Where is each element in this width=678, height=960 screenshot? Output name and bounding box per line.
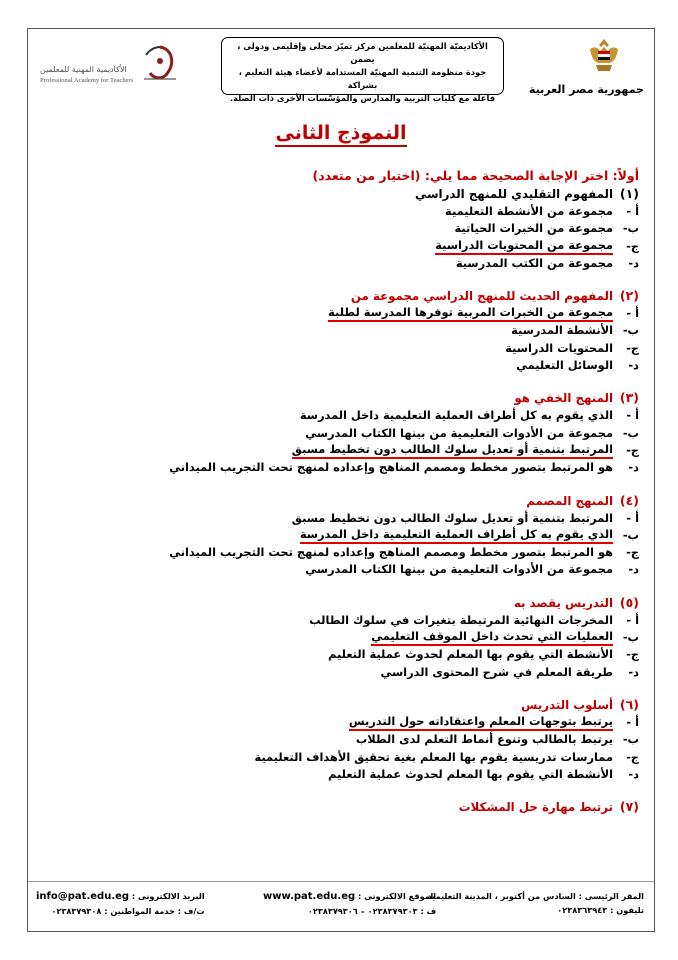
question-number: (١) — [619, 186, 639, 201]
question-text: المنهج الخفي هو — [514, 391, 613, 406]
option — [119, 731, 639, 748]
option — [119, 220, 639, 237]
questions-section — [119, 166, 639, 816]
option-letter: ب- — [622, 732, 639, 747]
academy-name-en: Professional Academy for Teachers — [40, 77, 134, 84]
option — [119, 510, 639, 527]
republic-label: جمهورية مصر العربية — [529, 83, 644, 96]
question-7 — [119, 798, 639, 816]
question-number: (٥) — [619, 594, 639, 610]
option-letter: ج- — [626, 238, 639, 253]
option-letter: د- — [628, 255, 639, 270]
option — [119, 340, 639, 357]
option-letter: ج- — [626, 647, 639, 662]
option-text-underlined: مجموعة من الخبرات المربية توفرها المدرسة لطلبة — [328, 305, 613, 322]
option-text-underlined: يرتبط بتوجهات المعلم واعتقاداته حول التدريس — [349, 714, 613, 731]
question-text: المفهوم الحديث للمنهج الدراسي مجموعة من — [350, 289, 613, 304]
option-text-underlined: الذي يقوم به كل أطراف العملية التعليمية داخل المدرسة — [300, 527, 613, 544]
question-number: (٣) — [619, 390, 639, 406]
footer-email — [36, 889, 205, 918]
question-1 — [119, 185, 639, 203]
option-text: مجموعة من الأدوات التعليمية من بينها الكتاب المدرسي — [305, 562, 613, 577]
option-correct — [119, 527, 639, 544]
section-instructions: أولاً: اختر الإجابة الصحيحة مما يلي: (اختيار من متعدد) — [312, 168, 639, 183]
option — [119, 766, 639, 783]
question-4 — [119, 492, 639, 510]
option-text: المرتبط بتنمية أو تعديل سلوك الطالب دون تخطيط مسبق — [291, 510, 613, 525]
option-letter: د- — [628, 562, 639, 577]
option-text: مجموعة من الخبرات الحياتية — [454, 221, 613, 236]
footer-headquarters — [427, 889, 644, 917]
option — [119, 322, 639, 339]
option-letter: ج- — [626, 545, 639, 560]
option — [119, 255, 639, 272]
option-text-underlined: العمليات التي تحدث داخل الموقف التعليمي — [371, 629, 613, 646]
question-text: المنهج المصمم — [526, 493, 613, 508]
option — [119, 425, 639, 442]
option-letter: ج- — [626, 442, 639, 457]
option-text: الأنشطة التي يقوم بها المعلم لحدوث عملية التعليم — [328, 647, 613, 662]
option-letter: د- — [628, 664, 639, 679]
citizen-service-phone: ت/ف : خدمة المواطنين : ٠٢٣٨٣٧٩٣٠٨ — [51, 906, 205, 916]
question-number: (٦) — [619, 696, 639, 712]
option-text-underlined: المرتبط بتنمية أو تعديل سلوك الطالب دون تخطيط مسبق — [292, 442, 613, 459]
footer-divider — [28, 881, 654, 882]
option-correct — [119, 714, 639, 731]
option-letter: ب- — [622, 425, 639, 440]
option-letter: ب- — [622, 221, 639, 236]
option-text: المحتويات الدراسية — [505, 340, 613, 355]
question-number: (٢) — [619, 288, 639, 304]
website-link[interactable]: www.pat.edu.eg — [263, 891, 356, 902]
website-label: الموقع الالكترونى : — [358, 891, 437, 901]
option — [119, 459, 639, 476]
academy-logo-block — [36, 37, 186, 99]
mission-line: فاعلة مع كليات التربية والمدارس والمؤسّسات الأخرى ذات الصلة. — [229, 93, 496, 103]
option — [119, 561, 639, 578]
question-6 — [119, 696, 639, 714]
option-text-underlined: مجموعة من المحتويات الدراسية — [435, 238, 613, 255]
option-text: يرتبط بالطالب وتنوع أنماط التعلم لدى الطلاب — [355, 732, 613, 747]
option-letter: أ - — [626, 714, 639, 729]
option-correct — [119, 442, 639, 459]
academy-mission-box — [221, 37, 504, 103]
option — [119, 203, 639, 220]
academy-name-ar: الأكاديمية المهنية للمعلمين — [40, 65, 127, 74]
option-correct — [119, 305, 639, 322]
option — [119, 664, 639, 681]
option-letter: أ - — [626, 510, 639, 525]
option-text: الوسائل التعليمي — [516, 358, 613, 373]
option-letter: أ - — [626, 408, 639, 423]
option-correct — [119, 238, 639, 255]
option — [119, 749, 639, 766]
question-number: (٤) — [619, 492, 639, 508]
question-2 — [119, 287, 639, 305]
option-letter: أ - — [626, 612, 639, 627]
email-label: البريد الالكترونى : — [131, 891, 205, 901]
option-letter: د- — [628, 460, 639, 475]
question-text: أسلوب التدريس — [521, 697, 613, 712]
option-text: هو المرتبط بتصور مخطط ومصمم المناهج وإعداده لمنهج تحت التجريب الميداني — [169, 460, 613, 475]
option-letter: ب- — [622, 323, 639, 338]
option — [119, 544, 639, 561]
eagle-emblem-icon — [586, 35, 622, 79]
page-title-text: النموذج الثانى — [275, 121, 406, 147]
option-letter: د- — [628, 358, 639, 373]
page-title — [28, 121, 654, 147]
option-text: مجموعة من الأدوات التعليمية من بينها الكتاب المدرسي — [305, 425, 613, 440]
question-text: المفهوم التقليدي للمنهج الدراسي — [415, 187, 613, 201]
option-letter: ب- — [622, 527, 639, 542]
option — [119, 612, 639, 629]
option-letter: ب- — [622, 630, 639, 645]
option — [119, 357, 639, 374]
republic-emblem-block — [529, 35, 644, 96]
option-text: طريقة المعلم في شرح المحتوى الدراسي — [380, 664, 613, 679]
option-text: مجموعة من الكتب المدرسية — [455, 255, 613, 270]
option-text: المخرجات النهائية المرتبطة بتغيرات في سلوك الطالب — [309, 612, 613, 627]
option-letter: أ - — [626, 306, 639, 321]
document-page — [27, 28, 655, 932]
option-correct — [119, 629, 639, 646]
fax-numbers: ف : ٠٢٣٨٣٧٩٣٠٣ – ٠٢٣٨٣٧٩٣٠٦ — [307, 906, 437, 916]
option-letter: ج- — [626, 749, 639, 764]
question-3 — [119, 389, 639, 407]
footer-website — [263, 889, 436, 918]
question-text: التدريس يقصد به — [513, 595, 613, 610]
hq-phone: تليفون : ٠٢٣٨٣٦٣٩٤٣ — [557, 905, 644, 915]
option-text: مجموعة من الأنشطة التعليمية — [445, 204, 613, 218]
question-number: (٧) — [619, 799, 639, 815]
option-text: الأنشطة التي يقوم بها المعلم لحدوث عملية التعليم — [328, 766, 613, 781]
option — [119, 407, 639, 424]
question-text: ترتبط مهارة حل المشكلات — [458, 800, 613, 815]
mission-line: جودة منظومة التنمية المهنيّة المستدامة لأعضاء هيئة التعليم ، بشراكة — [238, 67, 487, 90]
option-letter: أ - — [626, 204, 639, 218]
mission-line: الأكاديميّة المهنيّة للمعلمين مركز تميّز محلى وإقليمى ودولى ، يضمن — [237, 41, 488, 64]
option-text: الأنشطة المدرسية — [511, 323, 613, 338]
option-letter: د- — [628, 766, 639, 781]
academy-logo-icon — [136, 41, 184, 85]
question-5 — [119, 594, 639, 612]
hq-address: المقر الرئيسى : السادس من أكتوبر ، المدينة التعليمية — [427, 891, 644, 901]
option — [119, 646, 639, 663]
option-text: الذي يقوم به كل أطراف العملية التعليمية داخل المدرسة — [299, 408, 613, 423]
option-text: هو المرتبط بتصور مخطط ومصمم المناهج وإعداده لمنهج تحت التجريب الميداني — [169, 545, 613, 560]
email-link[interactable]: info@pat.edu.eg — [36, 891, 130, 902]
option-letter: ج- — [626, 340, 639, 355]
option-text: ممارسات تدريسية يقوم بها المعلم بغية تحقيق الأهداف التعليمية — [254, 749, 613, 764]
